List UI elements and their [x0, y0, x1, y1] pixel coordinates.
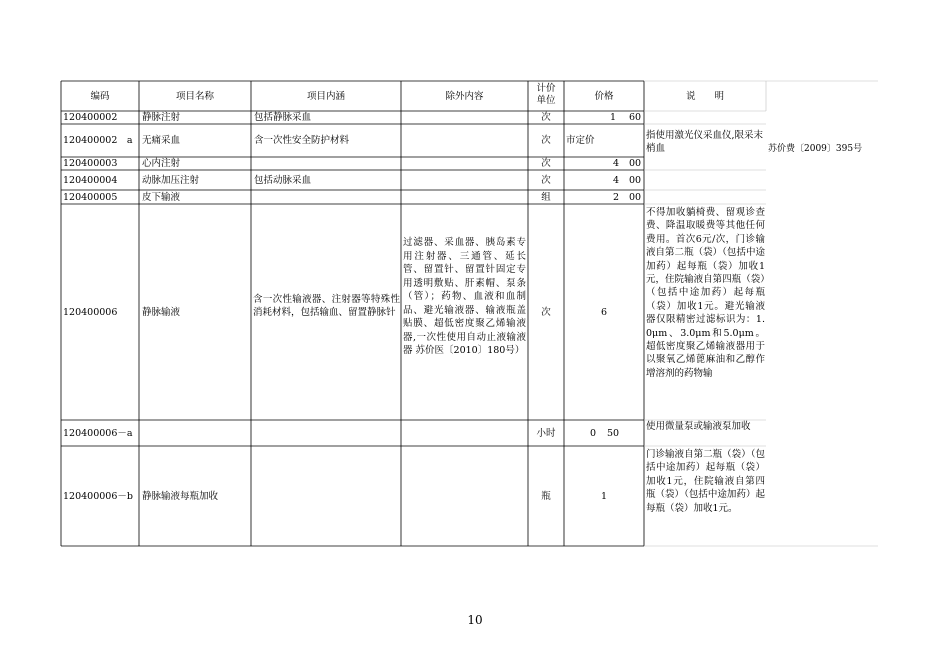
row-code: 120400004: [63, 175, 118, 186]
row-note: 使用微量泵或输液泵加收: [646, 421, 751, 432]
row-name: 无痛采血: [142, 135, 181, 146]
row-code: 120400005: [63, 192, 118, 203]
row-code: 120400006: [63, 307, 118, 318]
row-remark: 苏价费〔2009〕395号: [768, 144, 863, 154]
row-price-jiao: 00: [629, 175, 642, 186]
row-price-yuan: 1: [600, 491, 608, 502]
row-price-jiao: 00: [629, 158, 642, 169]
header-content: 项目内涵: [306, 91, 345, 102]
row-unit: 次: [541, 112, 551, 123]
row-name: 静脉输液每瓶加收: [142, 491, 219, 502]
row-name: 静脉输液: [142, 307, 181, 318]
row-price-yuan: 1: [610, 112, 617, 123]
row-content: 包括静脉采血: [254, 112, 312, 123]
row-unit: 次: [541, 307, 551, 318]
header-note: 说 明: [685, 91, 724, 102]
row-price-jiao: 50: [607, 428, 620, 439]
row-price-text: 市定价: [566, 135, 595, 146]
row-price-jiao: 00: [629, 192, 642, 203]
header-exclusion: 除外内容: [445, 91, 484, 102]
row-price-yuan: 2: [613, 192, 620, 203]
row-unit: 次: [541, 158, 551, 169]
row-content: 包括动脉采血: [254, 175, 312, 186]
row-name: 静脉注射: [142, 112, 181, 123]
row-unit: 次: [541, 135, 551, 146]
row-unit: 瓶: [541, 491, 551, 502]
header-name: 项目名称: [175, 91, 214, 102]
row-code: 120400003: [63, 158, 118, 169]
row-code: 120400006－a: [63, 428, 133, 439]
row-code: 120400002 a: [63, 135, 133, 146]
row-unit: 组: [541, 192, 551, 203]
row-name: 动脉加压注射: [142, 175, 200, 186]
row-name: 心内注射: [142, 158, 181, 169]
row-note: 不得加收躺椅费、留观诊查费、降温取暖费等其他任何费用。首次6元/次，门诊输液自第二瓶（袋）（包括中途加药）起每瓶（袋）加收1元，住院输液自第四瓶（袋）（包括中途加药）起每瓶（袋）加收1元。避光输液器仅限精密过滤标识为：1.0μm、3.0μm和5.0μm。超低密度聚乙烯输液器用于以聚氧乙烯蓖麻油和乙醇作增溶剂的药物输: [646, 207, 765, 379]
row-unit: 次: [541, 175, 551, 186]
row-exclusion: 过滤器、采血器、胰岛素专用注射器、三通管、延长管、留置针、留置针固定专用透明敷贴、肝素帽、泵条（管）；药物、血液和血制品、避光输液器、输液瓶盖贴膜、超低密度聚乙烯输液器,一次性使用自动止液输液器 苏价医〔2010〕180号）: [403, 237, 526, 356]
header-unit: 计价单位: [536, 83, 556, 106]
page-number: 10: [467, 613, 483, 627]
row-price-yuan: 4: [613, 158, 620, 169]
row-content: 含一次性输液器、注射器等特殊性消耗材料，包括输血、留置静脉针: [253, 294, 400, 318]
row-price-yuan: 0: [590, 428, 597, 439]
row-name: 皮下输液: [142, 192, 181, 203]
row-unit: 小时: [536, 428, 556, 439]
row-price-jiao: 60: [629, 112, 642, 123]
row-code: 120400006－b: [63, 491, 133, 502]
row-code: 120400002: [63, 112, 118, 123]
row-price-yuan: 4: [613, 175, 620, 186]
row-content: 含一次性安全防护材料: [254, 135, 350, 146]
header-code: 编码: [90, 91, 110, 102]
row-note: 指使用激光仪采血仪,限采末梢血: [646, 130, 764, 154]
row-note: 门诊输液自第二瓶（袋）（包括中途加药）起每瓶（袋）加收1元，住院输液自第四瓶（袋）（包括中途加药）起每瓶（袋）加收1元。: [646, 449, 765, 514]
row-price-yuan: 6: [600, 307, 608, 318]
header-price: 价格: [594, 91, 614, 102]
